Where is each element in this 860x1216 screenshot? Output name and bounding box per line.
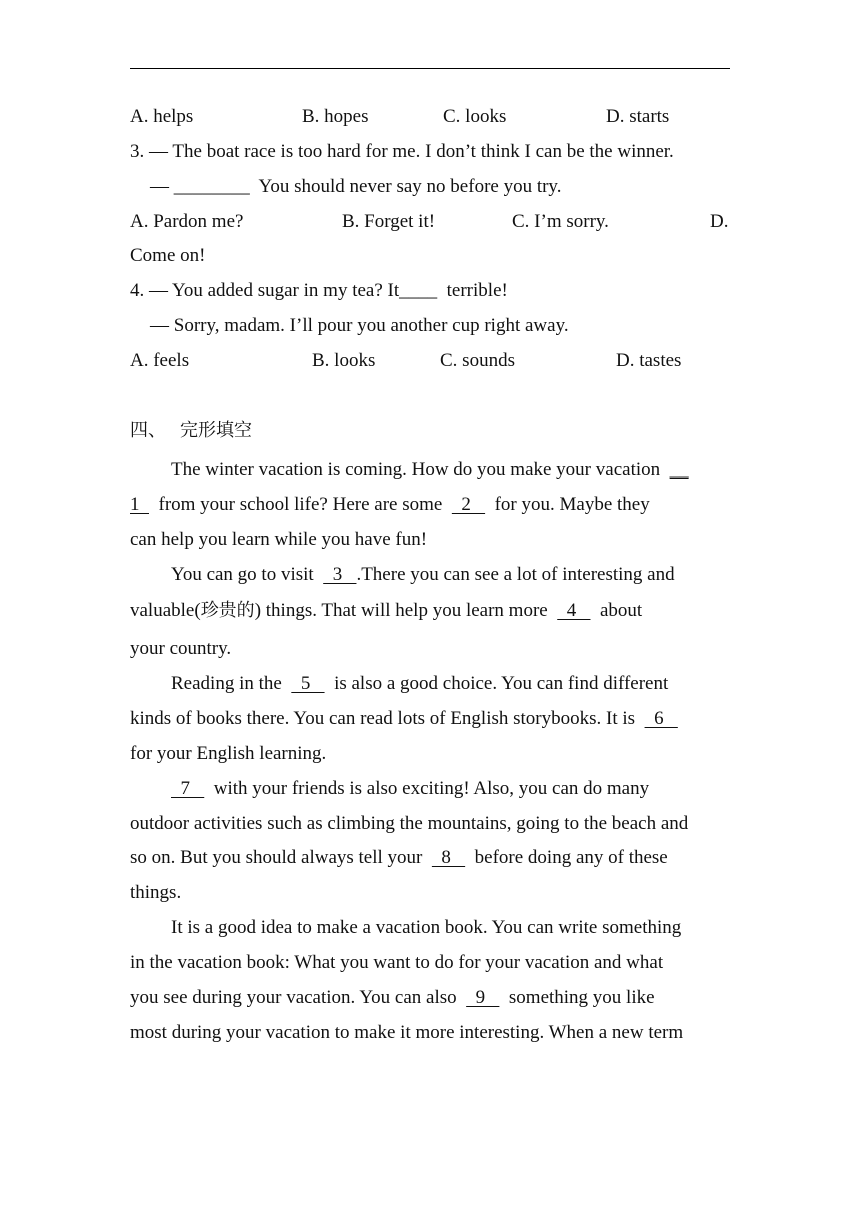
section-title: 完形填空 (180, 420, 252, 441)
p5-line-1: It is a good idea to make a vacation book. You can write something (171, 917, 682, 938)
p4-text: so on. But you should always tell your (130, 847, 432, 868)
q2-option-c: C. looks (443, 106, 507, 127)
p5-text: something you like (499, 987, 655, 1008)
p3-line-3: for your English learning. (130, 743, 327, 764)
q3-option-a: A. Pardon me? (130, 211, 244, 232)
p5-line-2: in the vacation book: What you want to do for your vacation and what (130, 952, 664, 973)
q4-stem-post: terrible! (437, 280, 508, 301)
q4-option-b: B. looks (312, 350, 376, 371)
p1-text: for you. Maybe they (485, 494, 650, 515)
p1-text: from your school life? Here are some (149, 494, 452, 515)
p3-text: is also a good choice. You can find different (324, 673, 669, 694)
q4-option-c: C. sounds (440, 350, 515, 371)
section-heading (130, 422, 252, 440)
q3-reply-dash: — (150, 176, 174, 197)
p5-line-3 (130, 988, 655, 1007)
p2-text: ) things. That will help you learn more (254, 600, 558, 621)
header-rule (130, 68, 730, 69)
p2-line-3: your country. (130, 638, 232, 659)
q4-reply: — Sorry, madam. I’ll pour you another cup right away. (150, 315, 569, 336)
p2-text: valuable( (130, 600, 201, 621)
blank-9: 9 (466, 987, 500, 1008)
p2-text: .There you can see a lot of interesting and (356, 564, 675, 585)
blank-1b: 1 (130, 494, 149, 515)
q3-option-d-cont: Come on! (130, 245, 206, 266)
q4-option-a: A. feels (130, 350, 190, 371)
q4-stem-pre: 4. — You added sugar in my tea? It (130, 280, 400, 301)
blank-4: 4 (557, 600, 591, 621)
q4-stem (130, 281, 508, 300)
p2-text: You can go to visit (171, 564, 324, 585)
p4-line-4: things. (130, 882, 182, 903)
p2-line-2 (130, 601, 642, 620)
p3-text: Reading in the (171, 673, 292, 694)
p1-text: The winter vacation is coming. How do you make your vacation (171, 459, 670, 480)
q3-stem: 3. — The boat race is too hard for me. I don’t think I can be the winner. (130, 141, 674, 162)
p4-text: with your friends is also exciting! Also, you can do many (204, 778, 650, 799)
p5-line-4: most during your vacation to make it more interesting. When a new term (130, 1022, 684, 1043)
p1-line-2 (130, 495, 650, 514)
p3-line-2 (130, 709, 678, 728)
q2-option-b: B. hopes (302, 106, 369, 127)
q3-option-c: C. I’m sorry. (512, 211, 609, 232)
p1-line-1 (171, 460, 689, 479)
q3-reply (150, 177, 561, 196)
blank-8: 8 (431, 847, 466, 868)
q3-reply-text: You should never say no before you try. (249, 176, 562, 197)
blank-5: 5 (291, 673, 325, 694)
p4-line-3 (130, 848, 668, 867)
section-number: 四、 (130, 420, 166, 441)
q4-option-d: D. tastes (616, 350, 682, 371)
q3-option-b: B. Forget it! (342, 211, 436, 232)
q4-blank: ____ (399, 280, 438, 301)
p2-chinese-gloss: 珍贵的 (200, 600, 255, 621)
blank-3: 3 (323, 564, 357, 585)
p3-line-1 (171, 674, 668, 693)
p4-line-1 (171, 779, 649, 798)
q3-option-d: D. (710, 211, 729, 232)
blank-6: 6 (644, 708, 678, 729)
p2-line-1 (171, 565, 675, 584)
p5-text: you see during your vacation. You can also (130, 987, 467, 1008)
p2-text: about (590, 600, 643, 621)
blank-2: 2 (451, 494, 486, 515)
p1-line-3: can help you learn while you have fun! (130, 529, 428, 550)
q2-option-d: D. starts (606, 106, 670, 127)
blank-1a: __ (669, 459, 689, 480)
p4-line-2: outdoor activities such as climbing the mountains, going to the beach and (130, 813, 689, 834)
q2-option-a: A. helps (130, 106, 194, 127)
p4-text: before doing any of these (465, 847, 668, 868)
blank-7: 7 (171, 778, 205, 799)
q3-blank: ________ (173, 176, 250, 197)
p3-text: kinds of books there. You can read lots of English storybooks. It is (130, 708, 645, 729)
